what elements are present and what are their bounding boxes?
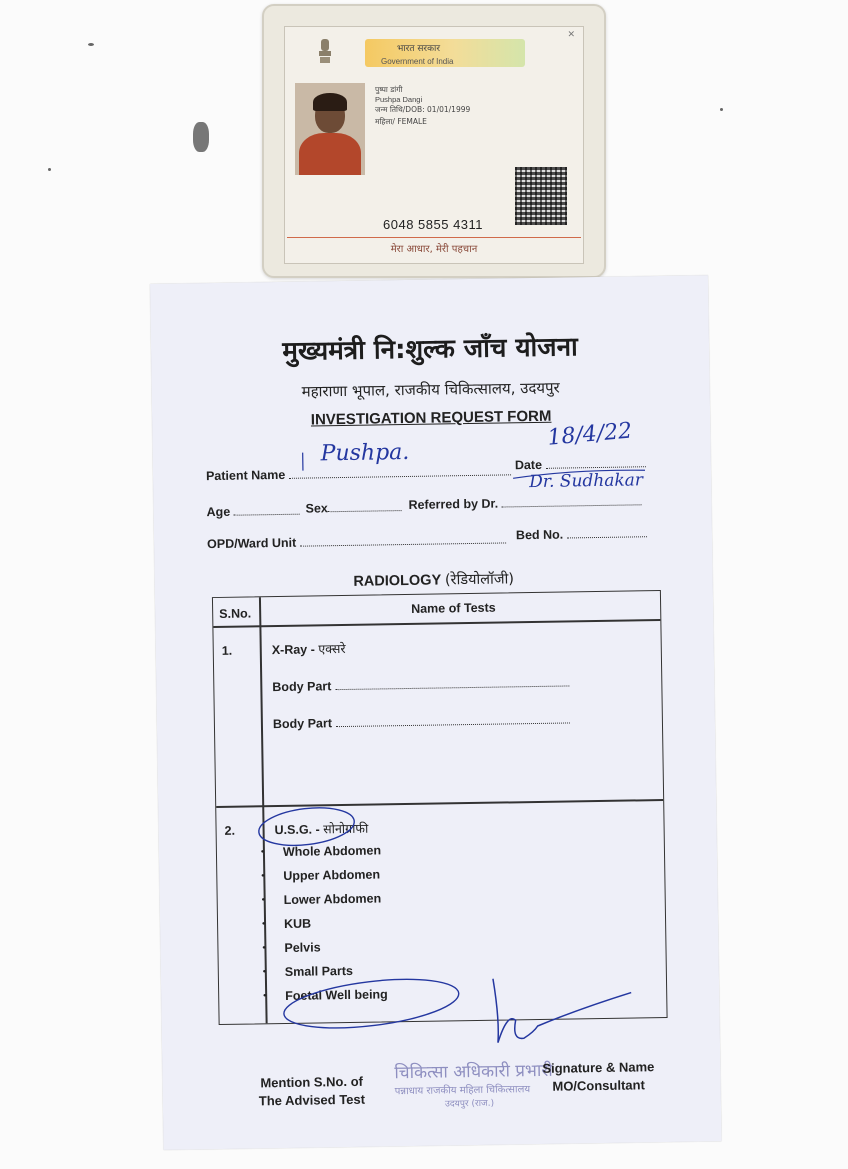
scan-speck: [720, 108, 723, 111]
gov-hindi: भारत सरकार: [397, 44, 441, 54]
medical-officer-stamp: [394, 1058, 553, 1110]
header-sno: S.No.: [219, 606, 252, 621]
pen-markings: [150, 275, 722, 1150]
section-title-english: RADIOLOGY: [353, 572, 442, 590]
mark-icon: ✕: [567, 29, 575, 39]
usg-option-whole-abdomen[interactable]: • Whole Abdomen: [283, 843, 381, 859]
footer-advised-test: [258, 1073, 365, 1111]
id-card: [262, 4, 606, 278]
row-1-sno: 1.: [221, 643, 233, 658]
holder-name: Pushpa Dangi: [375, 95, 423, 104]
id-card-face: [284, 26, 584, 264]
usg-option-upper-abdomen[interactable]: • Upper Abdomen: [283, 867, 380, 883]
footer-right-line-2: MO/Consultant: [552, 1077, 645, 1094]
request-form: [150, 275, 722, 1150]
usg-option-foetal-well-being[interactable]: • Foetal Well being: [285, 987, 388, 1003]
scan-speck: [88, 43, 94, 46]
gov-english: Government of India: [381, 57, 454, 66]
sex-label: Sex: [305, 501, 328, 516]
usg-circle: [257, 803, 357, 850]
form-title: INVESTIGATION REQUEST FORM: [310, 407, 552, 429]
id-slogan: मेरा आधार, मेरी पहचान: [390, 244, 478, 255]
hospital-name: महाराणा भूपाल, राजकीय चिकित्सालय, उदयपुर: [301, 378, 560, 401]
age-label: Age: [206, 504, 231, 520]
qr-code: [515, 167, 567, 225]
name-underline: [303, 447, 645, 481]
stamp-line-1: चिकित्सा अधिकारी प्रभारी: [394, 1060, 553, 1084]
usg-option-pelvis[interactable]: • Pelvis: [284, 940, 320, 955]
referred-by-label: Referred by Dr.: [408, 496, 499, 512]
holder-gender: महिला/ FEMALE: [375, 117, 427, 126]
footer-left-line-1: Mention S.No. of: [260, 1073, 364, 1091]
holder-photo: [295, 83, 365, 175]
header-tests: Name of Tests: [411, 600, 496, 616]
stamp-line-3: उदयपुर (राज.): [444, 1098, 495, 1110]
usg-option-kub[interactable]: • KUB: [284, 917, 311, 931]
handwritten-doctor: Dr. Sudhakar: [529, 470, 644, 493]
xray-label: X-Ray -: [271, 642, 315, 658]
scan-speck: [193, 122, 209, 152]
footer-signature: [542, 1058, 655, 1096]
usg-label: U.S.G. -: [274, 822, 320, 838]
scheme-title: मुख्यमंत्री नि:शुल्क जाँच योजना: [282, 332, 578, 367]
signature-scribble: [493, 977, 632, 1043]
row-2-sno: 2.: [224, 823, 236, 838]
foetal-circle: [281, 971, 461, 1036]
holder-dob: जन्म तिथि/DOB: 01/01/1999: [375, 105, 471, 114]
body-part-label: Body Part: [272, 716, 333, 732]
scan-speck: [48, 168, 51, 171]
handwritten-patient-name: Pushpa.: [320, 439, 410, 467]
opd-ward-label: OPD/Ward Unit: [206, 535, 297, 552]
divider: [287, 237, 581, 238]
id-number: 6048 5855 4311: [383, 217, 484, 232]
section-title-hindi: (रेडियोलॉजी): [444, 571, 515, 589]
usg-option-small-parts[interactable]: • Small Parts: [285, 964, 353, 979]
handwritten-date: 18/4/22: [546, 418, 634, 451]
usg-hindi: सोनोग्राफी: [323, 820, 369, 837]
stamp-line-2: पन्नाधाय राजकीय महिला चिकित्सालय: [394, 1084, 531, 1098]
xray-hindi: एक्सरे: [318, 640, 346, 657]
patient-name-label: Patient Name: [205, 467, 286, 484]
body-part-label: Body Part: [272, 679, 332, 695]
national-emblem-icon: [317, 37, 333, 67]
footer-left-line-2: The Advised Test: [258, 1091, 366, 1109]
footer-right-line-1: Signature & Name: [542, 1059, 655, 1076]
holder-name-hindi: पुष्पा डांगी: [375, 85, 403, 94]
bed-no-label: Bed No.: [515, 527, 564, 543]
usg-option-lower-abdomen[interactable]: • Lower Abdomen: [284, 891, 382, 907]
date-label: Date: [514, 457, 543, 473]
